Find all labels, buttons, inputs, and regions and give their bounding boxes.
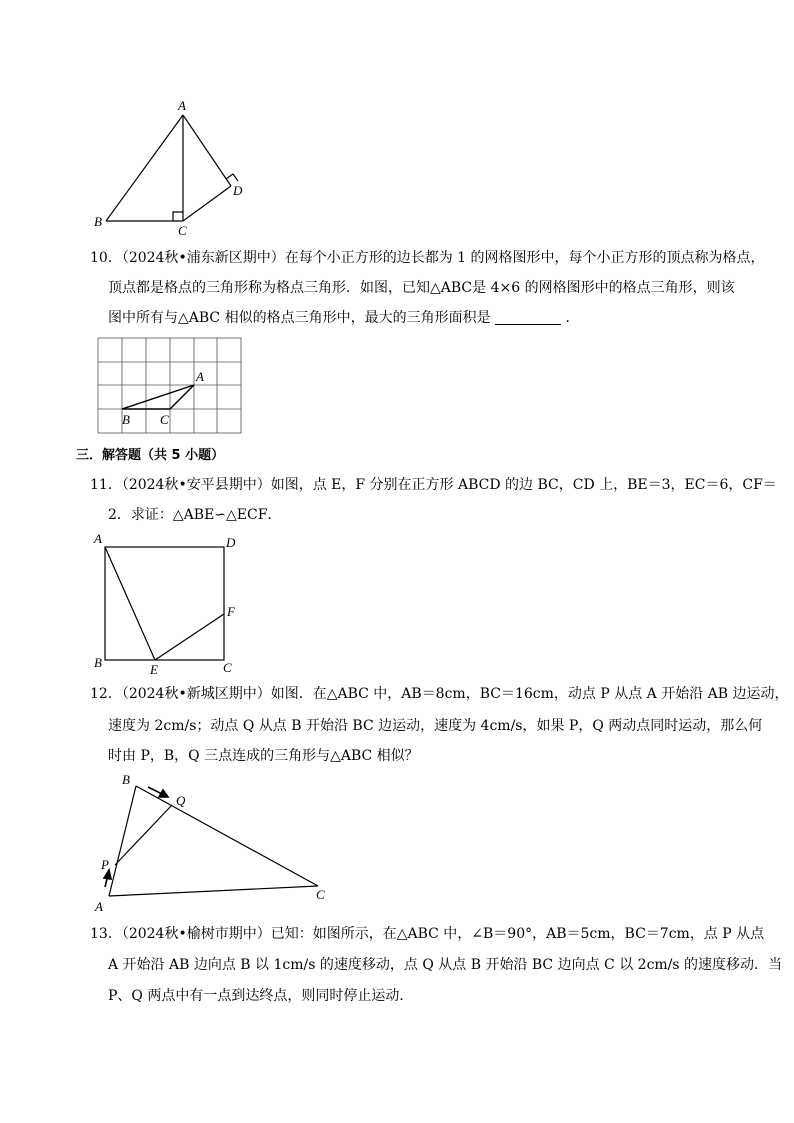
fig11-label-f: F xyxy=(227,604,235,619)
q13-line-1: 13．（2024秋•榆树市期中）已知：如图所示，在△ABC 中，∠B＝90°，AB＝5cm，BC＝7cm，点 P 从点 xyxy=(90,926,765,942)
q12-line-3: 时由 P，B，Q 三点连成的三角形与△ABC 相似？ xyxy=(108,748,419,764)
fig11-label-a: A xyxy=(94,531,102,546)
fig12-label-c: C xyxy=(316,887,325,902)
fig11-label-c: C xyxy=(223,660,232,675)
fig10-label-a: A xyxy=(196,369,204,384)
q11-line-2: 2．求证：△ABE∽△ECF． xyxy=(108,507,282,523)
fig10-label-c: C xyxy=(160,412,169,427)
figure-q9-triangle xyxy=(80,95,260,240)
q10-line-3 xyxy=(108,308,748,328)
q11-line-1: 11．（2024秋•安平县期中）如图，点 E，F 分别在正方形 ABCD 的边 BC，CD 上，BE＝3，EC＝6，CF＝ xyxy=(90,477,777,493)
fig12-label-b: B xyxy=(122,772,130,787)
fig9-label-c: C xyxy=(178,223,187,238)
fig9-label-d: D xyxy=(233,183,243,198)
q10-line-1: 10．（2024秋•浦东新区期中）在每个小正方形的边长都为 1 的网格图形中，每个小正方形的顶点称为格点， xyxy=(90,250,765,266)
q13-line-3: P、Q 两点中有一点到达终点，则同时停止运动． xyxy=(108,988,414,1004)
figure-q12-triangle xyxy=(88,770,338,914)
q13-line-2: A 开始沿 AB 边向点 B 以 1cm/s 的速度移动，点 Q 从点 B 开始沿 BC 边向点 C 以 2cm/s 的速度移动．当 xyxy=(108,957,783,973)
section-title: 三．解答题（共 5 小题） xyxy=(76,448,225,463)
fig12-label-q: Q xyxy=(176,793,186,808)
fig10-label-b: B xyxy=(122,412,130,427)
fig11-label-b: B xyxy=(94,655,102,670)
answer-blank[interactable] xyxy=(495,310,561,325)
q12-line-2: 速度为 2cm/s；动点 Q 从点 B 开始沿 BC 边运动，速度为 4cm/s，如果 P，Q 两动点同时运动，那么何 xyxy=(108,718,763,734)
fig12-label-a: A xyxy=(95,899,103,914)
figure-q11-square xyxy=(88,530,248,680)
q10-line-2: 顶点都是格点的三角形称为格点三角形．如图，已知△ABC是 4×6 的网格图形中的格点三角形，则该 xyxy=(108,280,735,296)
fig9-label-a: A xyxy=(178,98,186,113)
q10-line-3-text: 图中所有与△ABC 相似的格点三角形中，最大的三角形面积是 xyxy=(108,310,491,326)
q10-line-3-end: ． xyxy=(565,310,580,326)
fig11-label-e: E xyxy=(150,662,158,677)
fig9-label-b: B xyxy=(94,214,102,229)
fig12-label-p: P xyxy=(101,857,109,872)
figure-q10-grid xyxy=(90,330,250,430)
fig11-label-d: D xyxy=(226,535,236,550)
q12-line-1: 12．（2024秋•新城区期中）如图．在△ABC 中，AB＝8cm，BC＝16cm，动点 P 从点 A 开始沿 AB 边运动， xyxy=(90,686,789,702)
